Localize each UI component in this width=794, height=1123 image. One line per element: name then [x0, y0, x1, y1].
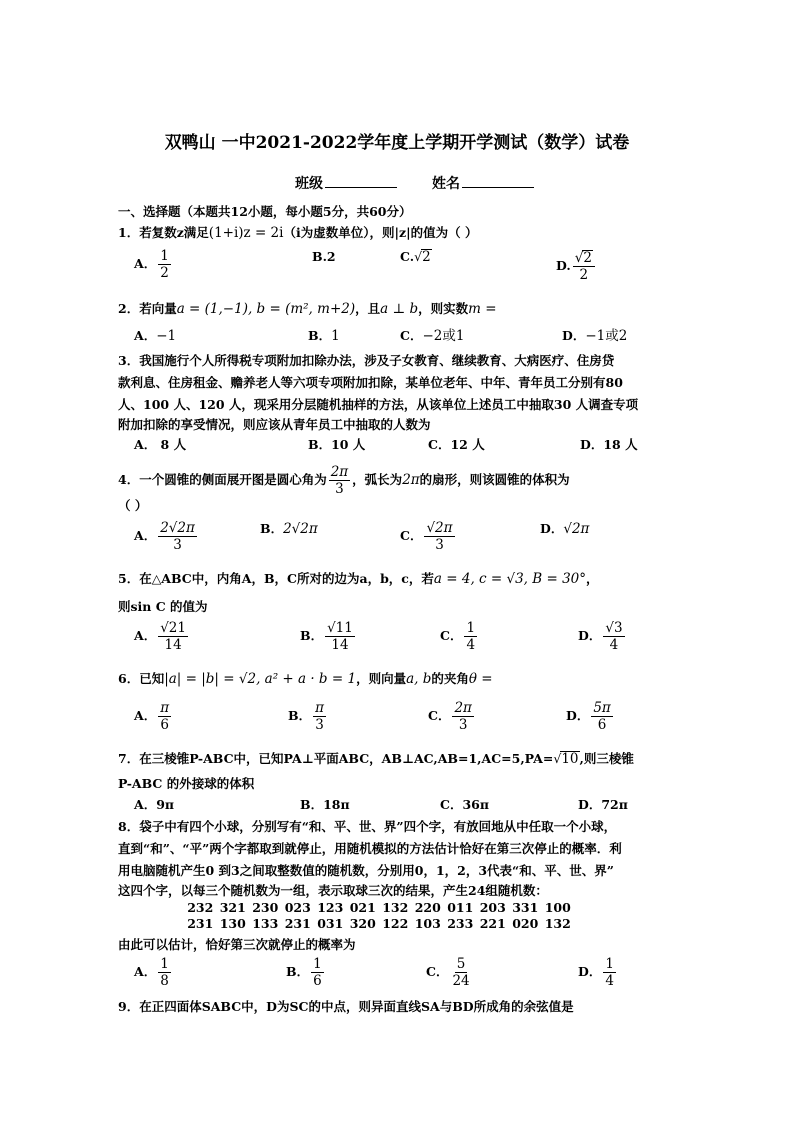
q1-stem: 1．若复数z满足(1+i)z = 2i（i为虚数单位），则|z|的值为（ ）	[118, 225, 478, 241]
list-item: 011	[447, 900, 474, 915]
list-item: 321	[219, 900, 246, 915]
list-item: 231	[284, 916, 311, 931]
class-field[interactable]	[295, 173, 397, 193]
q1-option-b[interactable]: B.2	[312, 249, 336, 264]
q4-angle-frac: $\frac{2\pi}{3}$	[330, 464, 349, 497]
q6-option-c[interactable]: C． $\frac{2\pi}{3}$	[428, 700, 472, 733]
page-title: 双鸭山 一中2021-2022学年度上学期开学测试（数学）试卷	[164, 133, 630, 153]
q5-option-b[interactable]: B． $\frac{√11}{14}$	[300, 620, 353, 653]
q7-stem: 7．在三棱锥P-ABC中，已知PA⊥平面ABC，AB⊥AC,AB=1,AC=5,PA=√10,则三棱锥	[118, 751, 634, 767]
q4-paren: （ ）	[118, 498, 148, 513]
q8-option-d[interactable]: D． $\frac{1}{4}$	[578, 956, 614, 989]
list-item: 203	[479, 900, 506, 915]
q4-stem: 4．一个圆锥的侧面展开图是圆心角为 $\frac{2\pi}{3}$ ，弧长为2π的扇形，则该圆锥的体积为	[118, 464, 570, 497]
q8-option-b[interactable]: B． $\frac{1}{6}$	[286, 956, 322, 989]
q5-option-c[interactable]: C． $\frac{1}{4}$	[440, 620, 476, 653]
q2-option-a[interactable]: A．−1	[134, 328, 177, 344]
q5-option-a[interactable]: A． $\frac{√21}{14}$	[134, 620, 186, 653]
q4-option-d[interactable]: D．√2π	[540, 521, 590, 537]
q6-stem: 6．已知|a| = |b| = √2, a² + a · b = 1，则向量a, b的夹角θ =	[118, 671, 493, 687]
q4-option-c[interactable]: C． $\frac{√2\pi}{3}$	[400, 520, 453, 553]
list-item: 132	[544, 916, 571, 931]
q7-option-a[interactable]: A．9π	[134, 797, 175, 812]
list-item: 133	[252, 916, 279, 931]
q2-option-c[interactable]: C．−2或1	[400, 328, 465, 344]
q5-line-2: 则sin C 的值为	[118, 599, 208, 614]
list-item: 021	[349, 900, 376, 915]
list-item: 122	[382, 916, 409, 931]
q4-option-b[interactable]: B．2√2π	[260, 521, 318, 537]
q5-stem: 5．在△ABC中，内角A，B，C所对的边为a，b，c，若a = 4, c = √3, B = 30°，	[118, 571, 599, 587]
list-item: 132	[382, 900, 409, 915]
q3-line-2: 款利息、住房租金、赡养老人等六项专项附加扣除，某单位老年、中年、青年员工分别有80	[118, 375, 623, 390]
q1-option-d[interactable]: D. $\frac{√2}{2}$	[556, 250, 597, 283]
q2-option-b[interactable]: B．1	[308, 328, 340, 344]
list-item: 230	[252, 900, 279, 915]
q3-option-b[interactable]: B．10 人	[308, 437, 366, 452]
q8-line-5: 由此可以估计，恰好第三次就停止的概率为	[118, 937, 356, 952]
section-heading: 一、选择题（本题共12小题，每小题5分，共60分）	[118, 204, 412, 219]
q8-option-c[interactable]: C． $\frac{5}{24}$	[426, 956, 470, 989]
list-item: 100	[544, 900, 571, 915]
random-numbers-row-2	[184, 916, 574, 931]
name-blank[interactable]	[462, 173, 534, 188]
q3-option-a[interactable]: A． 8 人	[134, 437, 187, 452]
q6-option-d[interactable]: D． $\frac{5\pi}{6}$	[566, 700, 611, 733]
q4-option-a[interactable]: A． $\frac{2√2\pi}{3}$	[134, 520, 195, 553]
list-item: 233	[447, 916, 474, 931]
q3-option-c[interactable]: C．12 人	[428, 437, 485, 452]
list-item: 320	[349, 916, 376, 931]
list-item: 023	[284, 900, 311, 915]
list-item: 123	[317, 900, 344, 915]
random-numbers-row-1	[184, 900, 574, 915]
name-field[interactable]	[432, 173, 534, 193]
list-item: 103	[414, 916, 441, 931]
q1-option-c[interactable]: C.√2	[400, 249, 431, 265]
q3-line-4: 附加扣除的享受情况，则应该从青年员工中抽取的人数为	[118, 417, 431, 432]
q5-option-d[interactable]: D． $\frac{√3}{4}$	[578, 620, 623, 653]
list-item: 031	[317, 916, 344, 931]
q1-d-frac: $\frac{√2}{2}$	[573, 250, 595, 283]
q1-a-frac: $\frac{1}{2}$	[160, 248, 169, 281]
list-item: 232	[187, 900, 214, 915]
list-item: 020	[512, 916, 539, 931]
list-item: 231	[187, 916, 214, 931]
class-blank[interactable]	[325, 173, 397, 188]
q7-line-2: P-ABC 的外接球的体积	[118, 776, 255, 791]
q8-option-a[interactable]: A． $\frac{1}{8}$	[134, 956, 169, 989]
q3-line-1: 3．我国施行个人所得税专项附加扣除办法，涉及子女教育、继续教育、大病医疗、住房贷	[118, 353, 615, 368]
q8-line-2: 直到“和”、“平”两个字都取到就停止，用随机模拟的方法估计恰好在第三次停止的概率．利	[118, 841, 622, 856]
list-item: 221	[479, 916, 506, 931]
name-label: 姓名	[432, 176, 460, 192]
q2-option-d[interactable]: D．−1或2	[562, 328, 628, 344]
q1-option-a[interactable]: A． $\frac{1}{2}$	[134, 248, 169, 281]
class-label: 班级	[295, 176, 323, 192]
q8-line-3: 用电脑随机产生0 到3之间取整数值的随机数，分别用0，1，2，3代表“和、平、世、界”	[118, 863, 614, 878]
list-item: 331	[512, 900, 539, 915]
list-item: 220	[414, 900, 441, 915]
q6-option-a[interactable]: A． $\frac{\pi}{6}$	[134, 700, 170, 733]
list-item: 130	[219, 916, 246, 931]
q3-option-d[interactable]: D．18 人	[580, 437, 638, 452]
q8-line-4: 这四个字，以每三个随机数为一组，表示取球三次的结果，产生24组随机数：	[118, 883, 548, 898]
q3-line-3: 人、100 人、120 人，现采用分层随机抽样的方法，从该单位上述员工中抽取30 人调查专项	[118, 397, 639, 412]
q8-line-1: 8．袋子中有四个小球，分别写有“和、平、世、界”四个字，有放回地从中任取一个小球，	[118, 819, 617, 834]
q9-stem: 9．在正四面体SABC中，D为SC的中点，则异面直线SA与BD所成角的余弦值是	[118, 999, 574, 1014]
q2-stem: 2．若向量a = (1,−1), b = (m², m+2)，且a ⊥ b，则实数m =	[118, 301, 497, 317]
q7-option-c[interactable]: C．36π	[440, 797, 489, 812]
q7-option-b[interactable]: B．18π	[300, 797, 350, 812]
q6-option-b[interactable]: B． $\frac{\pi}{3}$	[288, 700, 324, 733]
q1-equation: (1+i)z = 2i	[208, 225, 284, 241]
q7-option-d[interactable]: D．72π	[578, 797, 628, 812]
